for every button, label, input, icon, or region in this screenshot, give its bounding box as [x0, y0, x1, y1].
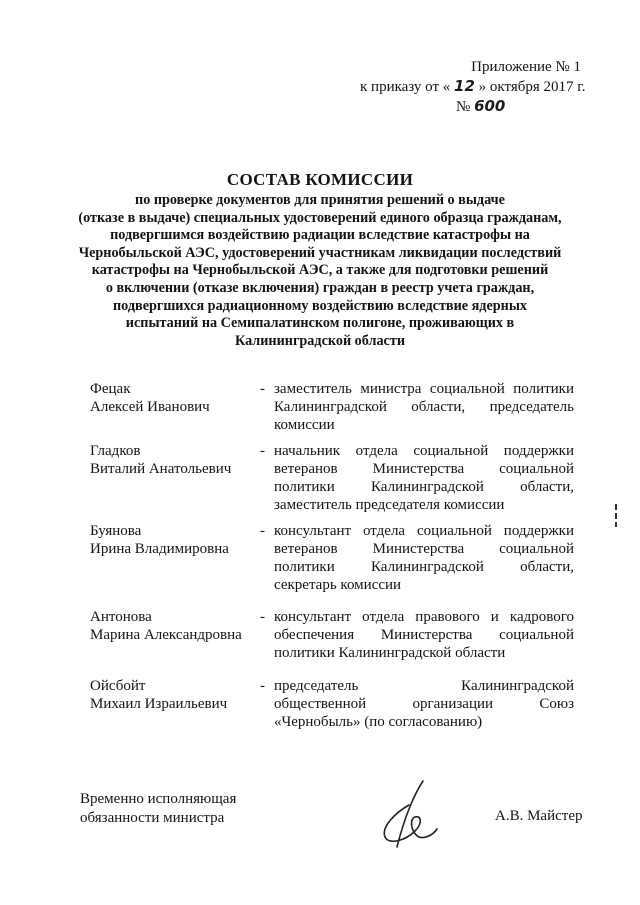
subtitle-line: (отказе в выдаче) специальных удостоверений единого образца гражданам,: [78, 209, 562, 226]
order-number-sign: №: [456, 99, 471, 115]
subtitle-line: по проверке документов для принятия решений о выдаче: [135, 192, 505, 208]
member-role: [274, 442, 574, 514]
subtitle-line: о включении (отказе включения) граждан в реестр учета граждан,: [105, 279, 535, 296]
signatory-name: А.В. Майстер: [495, 808, 583, 824]
member-given-name: Михаил Израильевич: [90, 696, 228, 712]
member-surname: Буянова: [90, 523, 142, 539]
role-line: заместитель министра социальной политики: [274, 381, 574, 397]
role-line: общественной организации Союз: [274, 696, 574, 712]
margin-scan-mark: [613, 504, 619, 528]
member-dash: -: [260, 609, 265, 625]
signatory-title: [80, 790, 236, 828]
member-dash: -: [260, 678, 265, 694]
role-line: комиссии: [274, 417, 335, 433]
member-role: [274, 608, 574, 662]
order-date-prefix: к приказу от «: [360, 79, 451, 95]
role-line: секретарь комиссии: [274, 577, 402, 593]
member-role: [274, 677, 574, 731]
role-line: консультант отдела правового и кадрового: [274, 609, 574, 625]
role-line: ветеранов Министерства социальной: [274, 461, 574, 477]
role-line: председатель Калининградской: [274, 678, 574, 694]
member-surname: Ойсбойт: [90, 678, 146, 694]
role-line: обеспечения Министерства социальной: [274, 627, 574, 643]
member-dash: -: [260, 523, 265, 539]
handwritten-signature: [375, 775, 445, 855]
role-line: заместитель председателя комиссии: [274, 497, 505, 513]
subtitle-line: Чернобыльской АЭС, удостоверений участникам ликвидации последствий: [78, 244, 562, 261]
role-line: политики Калининградской области,: [274, 479, 574, 495]
member-name: [90, 522, 260, 558]
member-name: [90, 677, 260, 713]
document-title: СОСТАВ КОМИССИИ: [226, 170, 414, 189]
signatory-title-line: Временно исполняющая: [80, 791, 237, 807]
member-dash: -: [260, 443, 265, 459]
role-line: политики Калининградской области: [274, 645, 506, 661]
role-line: начальник отдела социальной поддержки: [274, 443, 574, 459]
member-surname: Антонова: [90, 609, 152, 625]
member-given-name: Ирина Владимировна: [90, 541, 229, 557]
document-subtitle: [60, 192, 580, 350]
order-day-handwritten: 12: [454, 77, 475, 95]
subtitle-line: испытаний на Семипалатинском полигоне, проживающих в: [125, 315, 515, 332]
role-line: консультант отдела социальной поддержки: [274, 523, 574, 539]
subtitle-line: подвергшимся воздействию радиации вследствие катастрофы на: [110, 227, 530, 244]
member-given-name: Марина Александровна: [90, 627, 242, 643]
subtitle-line: катастрофы на Чернобыльской АЭС, а также для подготовки решений: [91, 262, 549, 279]
member-name: [90, 608, 260, 644]
role-line: «Чернобыль» (по согласованию): [274, 714, 483, 730]
member-surname: Гладков: [90, 443, 141, 459]
order-number-line: [360, 97, 582, 116]
member-given-name: Алексей Иванович: [90, 399, 210, 415]
appendix-header: [360, 58, 586, 116]
appendix-number: Приложение № 1: [471, 59, 581, 75]
member-given-name: Виталий Анатольевич: [90, 461, 232, 477]
member-role: [274, 380, 574, 434]
member-name: [90, 442, 260, 478]
member-role: [274, 522, 574, 594]
member-dash: -: [260, 381, 265, 397]
subtitle-line: подвергшихся радиационному воздействию вследствие ядерных: [113, 297, 527, 314]
signatory-title-line: обязанности министра: [80, 810, 225, 826]
order-number-handwritten: 600: [474, 97, 506, 115]
order-date-line: [360, 77, 586, 97]
order-date-suffix: » октября 2017 г.: [478, 79, 586, 95]
role-line: Калининградской области, председатель: [274, 399, 574, 415]
subtitle-line: Калининградской области: [234, 332, 405, 349]
member-name: [90, 380, 260, 416]
member-surname: Фецак: [90, 381, 131, 397]
role-line: ветеранов Министерства социальной: [274, 541, 574, 557]
role-line: политики Калининградской области,: [274, 559, 574, 575]
